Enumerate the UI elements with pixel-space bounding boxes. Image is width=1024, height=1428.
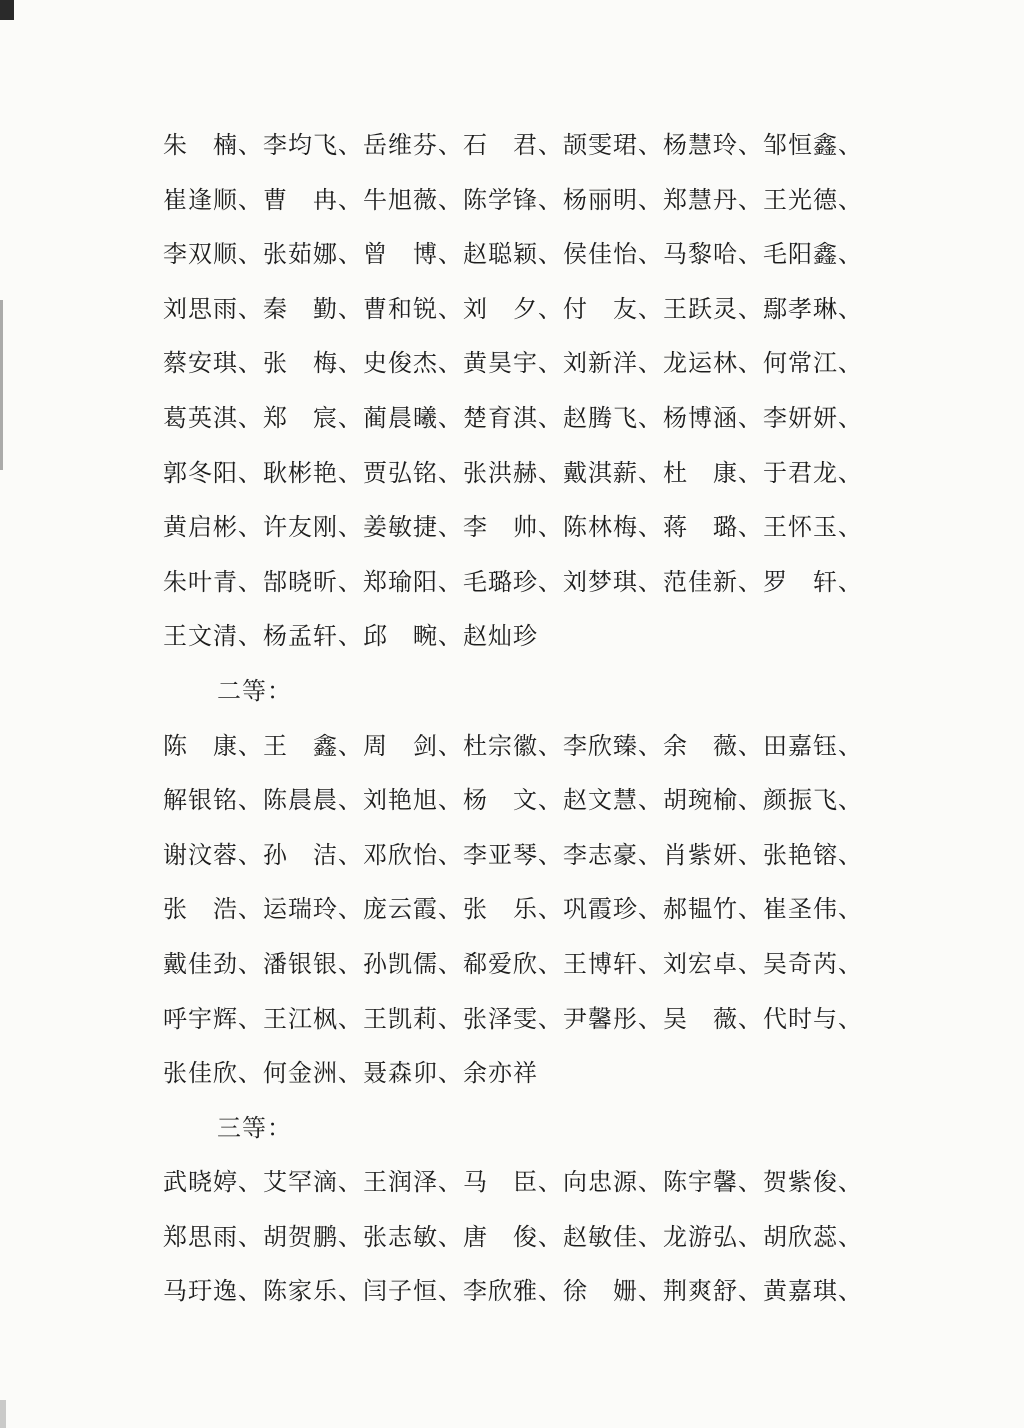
name-list-line: 崔逢顺、曹 冉、牛旭薇、陈学锋、杨丽明、郑慧丹、王光德、 — [163, 185, 863, 214]
name-list-line: 武晓婷、艾罕滴、王润泽、马 臣、向忠源、陈宇馨、贺紫俊、 — [163, 1168, 863, 1197]
name-list-line: 呼宇辉、王江枫、王凯莉、张泽雯、尹馨彤、吴 薇、代时与、 — [163, 1004, 863, 1033]
name-list-line: 蔡安琪、张 梅、史俊杰、黄昊宇、刘新洋、龙运林、何常江、 — [163, 349, 863, 378]
name-list-line: 葛英淇、郑 宸、蔺晨曦、楚育淇、赵腾飞、杨博涵、李妍妍、 — [163, 403, 863, 432]
name-list-line: 李双顺、张茹娜、曾 博、赵聪颖、侯佳怡、马黎哈、毛阳鑫、 — [163, 240, 863, 269]
name-list-line: 王文清、杨孟轩、邱 畹、赵灿珍 — [163, 622, 538, 651]
name-list-line: 张 浩、运瑞玲、庞云霞、张 乐、巩霞珍、郝韫竹、崔圣伟、 — [163, 895, 863, 924]
name-list-line: 马玗逸、陈家乐、闫子恒、李欣雅、徐 姗、荆爽舒、黄嘉琪、 — [163, 1277, 863, 1306]
name-list-line: 朱叶青、郜晓昕、郑瑜阳、毛璐珍、刘梦琪、范佳新、罗 轩、 — [163, 567, 863, 596]
name-list-line: 朱 楠、李均飞、岳维芬、石 君、颉雯珺、杨慧玲、邹恒鑫、 — [163, 131, 863, 159]
name-list-line: 张佳欣、何金洲、聂森卯、余亦祥 — [163, 1059, 538, 1088]
name-list-line: 郭冬阳、耿彬艳、贾弘铭、张洪赫、戴淇薪、杜 康、于君龙、 — [163, 458, 863, 487]
scan-edge-mark — [0, 0, 14, 20]
name-list-line: 谢汶蓉、孙 洁、邓欣怡、李亚琴、李志豪、肖紫妍、张艳镕、 — [163, 840, 863, 869]
name-list-line: 解银铭、陈晨晨、刘艳旭、杨 文、赵文慧、胡琬榆、颜振飞、 — [163, 786, 863, 815]
award-name-list — [163, 123, 893, 1324]
name-list-line: 戴佳劲、潘银银、孙凯儒、郗爱欣、王博轩、刘宏卓、吴奇芮、 — [163, 949, 863, 978]
name-list-line: 黄启彬、许友刚、姜敏捷、李 帅、陈林梅、蒋 璐、王怀玉、 — [163, 513, 863, 542]
section-heading-third-class: 三等： — [217, 1113, 292, 1142]
name-list-line: 刘思雨、秦 勤、曹和锐、刘 夕、付 友、王跃灵、鄢孝琳、 — [163, 294, 863, 323]
name-list-line: 郑思雨、胡贺鹏、张志敏、唐 俊、赵敏佳、龙游弘、胡欣蕊、 — [163, 1222, 863, 1251]
section-heading-second-class: 二等： — [217, 676, 292, 705]
scan-edge-shadow — [0, 1400, 6, 1428]
name-list-line: 陈 康、王 鑫、周 剑、杜宗徽、李欣臻、余 薇、田嘉钰、 — [163, 731, 863, 760]
scan-edge-shadow — [0, 300, 3, 470]
